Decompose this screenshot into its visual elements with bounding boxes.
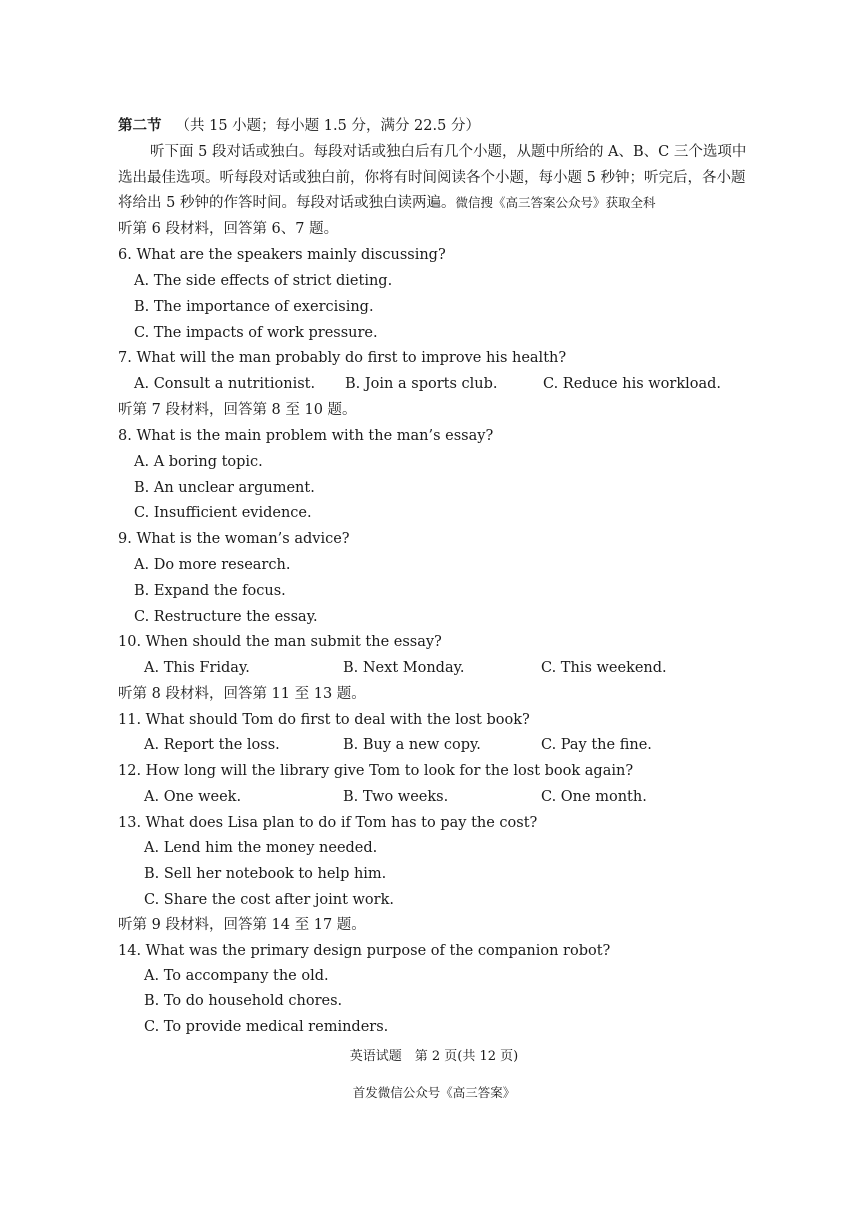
option-10a: A. This Friday. (144, 660, 250, 676)
option-13c: C. Share the cost after joint work. (144, 892, 394, 908)
group-intro: 听第 7 段材料，回答第 8 至 10 题。 (118, 402, 357, 418)
option-12a: A. One week. (144, 789, 242, 805)
option-11c: C. Pay the fine. (541, 737, 652, 753)
option-6c: C. The impacts of work pressure. (134, 325, 378, 341)
option-10c: C. This weekend. (541, 660, 667, 676)
option-11b: B. Buy a new copy. (343, 737, 481, 753)
question-stem-14: 14. What was the primary design purpose of the companion robot? (118, 943, 611, 959)
option-14c: C. To provide medical reminders. (144, 1019, 389, 1035)
instructions-line-3 (118, 193, 655, 213)
option-9b: B. Expand the focus. (134, 583, 286, 599)
question-stem-12: 12. How long will the library give Tom to look for the lost book again? (118, 763, 634, 779)
option-6b: B. The importance of exercising. (134, 299, 374, 315)
instructions-line-1: 听下面 5 段对话或独白。每段对话或独白后有几个小题，从题中所给的 A、B、C 三个选项中 (150, 144, 747, 160)
source-note: 首发微信公众号《高三答案》 (352, 1085, 516, 1100)
options-row-12 (144, 787, 744, 807)
question-stem-11: 11. What should Tom do first to deal with the lost book? (118, 712, 530, 728)
option-8b: B. An unclear argument. (134, 480, 315, 496)
instructions-text: 将给出 5 秒钟的作答时间。每段对话或独白读两遍。 (118, 195, 456, 211)
section-title: 第二节 (118, 117, 162, 134)
option-9a: A. Do more research. (134, 557, 291, 573)
option-9c: C. Restructure the essay. (134, 609, 318, 625)
option-7a: A. Consult a nutritionist. (134, 376, 316, 392)
option-8a: A. A boring topic. (134, 454, 263, 470)
section-scoring: （共 15 小题；每小题 1.5 分，满分 22.5 分） (175, 118, 480, 134)
options-row-7 (134, 374, 734, 394)
option-11a: A. Report the loss. (144, 737, 280, 753)
question-stem-8: 8. What is the main problem with the man’s essay? (118, 428, 494, 444)
instructions-line-2: 选出最佳选项。听每段对话或独白前，你将有时间阅读各个小题，每小题 5 秒钟；听完后，各小题 (118, 170, 746, 186)
option-12b: B. Two weeks. (343, 789, 449, 805)
options-row-10 (144, 658, 744, 678)
section-header (118, 116, 480, 136)
group-intro: 听第 8 段材料，回答第 11 至 13 题。 (118, 686, 366, 702)
option-13a: A. Lend him the money needed. (144, 840, 378, 856)
question-stem-10: 10. When should the man submit the essay? (118, 634, 442, 650)
option-10b: B. Next Monday. (343, 660, 465, 676)
group-intro: 听第 6 段材料，回答第 6、7 题。 (118, 221, 339, 237)
question-stem-9: 9. What is the woman’s advice? (118, 531, 350, 547)
page-footer: 英语试题 第 2 页(共 12 页) (349, 1049, 519, 1064)
watermark-text: 微信搜《高三答案公众号》获取全科 (455, 195, 656, 210)
option-7c: C. Reduce his workload. (543, 376, 722, 392)
group-intro: 听第 9 段材料，回答第 14 至 17 题。 (118, 917, 366, 933)
option-7b: B. Join a sports club. (345, 376, 498, 392)
option-8c: C. Insufficient evidence. (134, 505, 312, 521)
question-stem-6: 6. What are the speakers mainly discussing? (118, 247, 446, 263)
options-row-11 (144, 735, 744, 755)
question-stem-13: 13. What does Lisa plan to do if Tom has to pay the cost? (118, 815, 538, 831)
option-14b: B. To do household chores. (144, 993, 343, 1009)
option-14a: A. To accompany the old. (144, 968, 329, 984)
option-13b: B. Sell her notebook to help him. (144, 866, 387, 882)
option-12c: C. One month. (541, 789, 647, 805)
question-stem-7: 7. What will the man probably do first to improve his health? (118, 350, 567, 366)
option-6a: A. The side effects of strict dieting. (134, 273, 393, 289)
